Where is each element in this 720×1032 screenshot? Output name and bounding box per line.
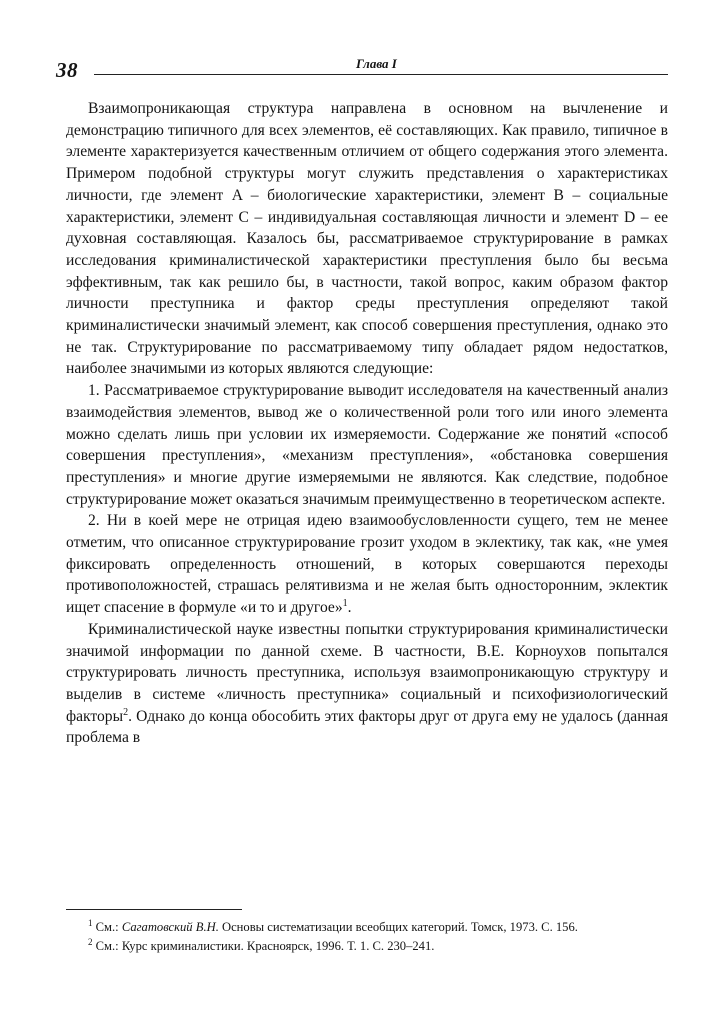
- footnote-1-author: Сагатовский В.Н.: [121, 920, 219, 934]
- footnotes: [66, 918, 668, 957]
- main-text: [66, 98, 668, 749]
- chapter-title: Глава I: [356, 56, 397, 71]
- footnote-ref-1[interactable]: 1: [342, 597, 348, 609]
- paragraph-2: [66, 380, 668, 510]
- paragraph-3-text: 2. Ни в коей мере не отрицая идею взаимообусловленности сущего, тем не менее отметим, что описанное структурирование грозит уходом в эклектику, так как, «не умея фиксировать определенность отношений, в которых совершаются переходы противоположностей, страшась релятивизма и не желая быть односторонним, эклектик ищет спасение в формуле «и то и другое»: [66, 512, 668, 617]
- footnote-1: [66, 918, 668, 937]
- paragraph-3: [66, 510, 668, 619]
- paragraph-4-end: . Однако до конца обособить этих факторы друг от друга ему не удалось (данная проблема в: [66, 707, 668, 747]
- footnote-2-mark: 2: [88, 937, 93, 948]
- header-rule: [94, 74, 668, 75]
- paragraph-4-text: Криминалистической науке известны попытки структурирования криминалистически значимой информации по данной схеме. В частности, В.Е. Корноухов попытался структурировать личность преступника, используя взаимопроникающую структуру и выделив в системе «личность преступника» социальный и психофизиологический факторы: [66, 620, 668, 725]
- page-number: 38: [56, 58, 78, 82]
- footnote-divider: [66, 909, 242, 910]
- footnote-1-prefix: См.:: [95, 920, 119, 934]
- paragraph-4: [66, 619, 668, 749]
- footnote-2-text: См.: Курс криминалистики. Красноярск, 1996. Т. 1. С. 230–241.: [95, 939, 435, 954]
- footnote-2: [66, 937, 668, 956]
- paragraph-1-text: Взаимопроникающая структура направлена в основном на вычленение и демонстрацию типичного для всех элементов, её составляющих. Как правило, типичное в элементе характеризуется качественным отличием от общего содержания этого элемента. Примером подобной структуры могут служить представления о характеристиках личности, где элемент A – биологические характеристики, элемент B – социальные характеристики, элемент C – индивидуальная составляющая личности и элемент D – ее духовная составляющая. Казалось бы, рассматриваемое структурирование в рамках исследования криминалистической характеристики преступления было бы весьма эффективным, так как решило бы, в частности, такой вопрос, каким образом фактор личности преступника и фактор среды преступления определяют такой криминалистически значимый элемент, как способ совершения преступления, однако это не так. Структурирование по рассматриваемому типу обладает рядом недостатков, наиболее значимыми из которых являются следующие:: [66, 100, 669, 378]
- paragraph-2-text: 1. Рассматриваемое структурирование выводит исследователя на качественный анализ взаимодействия элементов, вывод же о количественной роли того или иного элемента можно сделать лишь при условии их измеряемости. Содержание же понятий «способ совершения преступления», «механизм преступления», «обстановка совершения преступления» и многие другие измеряемыми не являются. Как следствие, подобное структурирование может оказаться значимым преимущественно в теоретическом аспекте.: [66, 382, 668, 508]
- footnote-1-mark: 1: [88, 917, 93, 928]
- paragraph-1: [66, 98, 668, 380]
- running-head: [56, 56, 668, 86]
- footnote-1-text: Основы систематизации всеобщих категорий. Томск, 1973. С. 156.: [222, 920, 578, 934]
- paragraph-3-end: .: [347, 599, 352, 617]
- footnote-ref-2[interactable]: 2: [123, 706, 129, 718]
